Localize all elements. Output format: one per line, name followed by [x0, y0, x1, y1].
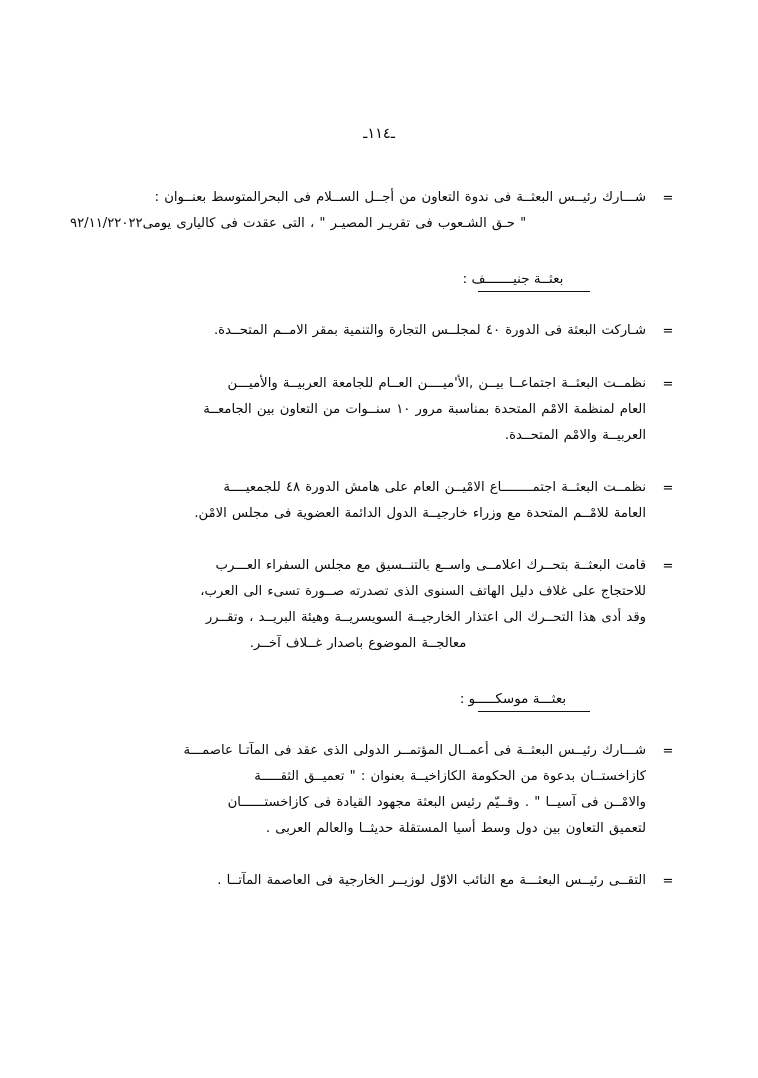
text-line: العامة للامْــم المتحدة مع وزراء خارجيــة الدول الدائمة العضوية فى مجلس الامْن.: [194, 506, 646, 521]
list-item-text: [70, 738, 646, 842]
list-item: [70, 185, 690, 237]
list-item: [70, 318, 690, 345]
list-item: [70, 553, 690, 657]
list-item-text: [70, 475, 646, 527]
list-item: [70, 371, 690, 449]
text-line: نظمــت البعثــة اجتماعــا بيــن ,الأ'ميــــن العــام للجامعة العربيــة والأميـــن: [227, 376, 646, 391]
list-item: [70, 475, 690, 527]
text-line: " حـق الشـعوب فى تقريـر المصيـر " ، التى عقدت فى كاليارى يومى٩٢/١١/٢٢٠٢٢: [70, 216, 527, 231]
text-line: قامت البعثــة بتحــرك اعلامــى واســع بالتنــسيق مع مجلس السفراء العـــرب: [215, 558, 646, 573]
text-line: العام لمنظمة الامْم المتحدة بمناسبة مرور ١٠ سنــوات من التعاون بين الجامعــة: [203, 402, 646, 417]
list-marker: =: [662, 481, 674, 496]
list-marker: =: [662, 744, 674, 759]
text-line: التقــى رئيــس البعثـــة مع النائب الاوّل لوزيــر الخارجية فى العاصمة المآتــا .: [217, 873, 646, 888]
list-marker: =: [662, 377, 674, 392]
section-underline: [478, 711, 590, 712]
section-title: بعثـــة موسكـــــو :: [459, 691, 567, 707]
list-item-text: [70, 318, 646, 344]
text-line: شـــارك رئيــس البعثــة فى ندوة التعاون من أجــل الســلام فى البحرالمتوسط بعنــوان :: [154, 190, 646, 205]
section-title: بعثــة جنيـــــــف :: [462, 271, 564, 287]
list-item: [70, 738, 690, 842]
text-line: معالجــة الموضوع باصدار غــلاف آخــر.: [249, 636, 467, 651]
list-item-text: [70, 868, 646, 894]
list-item: [70, 868, 690, 895]
text-line: للاحتجاج على غلاف دليل الهاتف السنوى الذى تصدرته صــورة تسىء الى العرب،: [200, 584, 646, 599]
section-heading-geneva: [70, 271, 690, 292]
text-line: نظمــت البعثــة اجتمــــــــاع الامْيــن العام على هامش الدورة ٤٨ للجمعيــــة: [223, 480, 646, 495]
list-marker: =: [662, 874, 674, 889]
section-heading-moscow: [70, 691, 690, 712]
text-line: شـــارك رئيــس البعثــة فى أعمــال المؤتمــر الدولى الذى عقد فى المآتـا عاصمـــة: [183, 743, 646, 758]
list-item-text: [70, 553, 646, 657]
section-underline: [478, 291, 590, 292]
text-line: وقد أدى هذا التحــرك الى اعتذار الخارجيــة السويسريــة وهيئة البريــد ، وتقــرر: [205, 610, 646, 625]
text-line: كازاخستــان بدعوة من الحكومة الكازاخيــة بعنوان : " تعميــق الثقـــــة: [254, 769, 646, 784]
document-body: [70, 185, 690, 915]
list-marker: =: [662, 559, 674, 574]
text-line: لتعميق التعاون بين دول وسط أسيا المستقلة حديثــا والعالم العربى .: [265, 821, 646, 836]
text-line: العربيــة والامْم المتحــدة.: [504, 428, 646, 443]
list-item-text: [70, 185, 646, 237]
text-line: شـاركت البعثة فى الدورة ٤٠ لمجلــس التجارة والتنمية بمقر الامــم المتحــدة.: [213, 323, 646, 338]
text-line: والامْــن فى آسيــا " . وقــيّم رئيس البعثة مجهود القيادة فى كازاخستــــــان: [227, 795, 646, 810]
page-number: ـ١١٤ـ: [363, 126, 395, 142]
list-marker: =: [662, 191, 674, 206]
list-marker: =: [662, 324, 674, 339]
list-item-text: [70, 371, 646, 449]
